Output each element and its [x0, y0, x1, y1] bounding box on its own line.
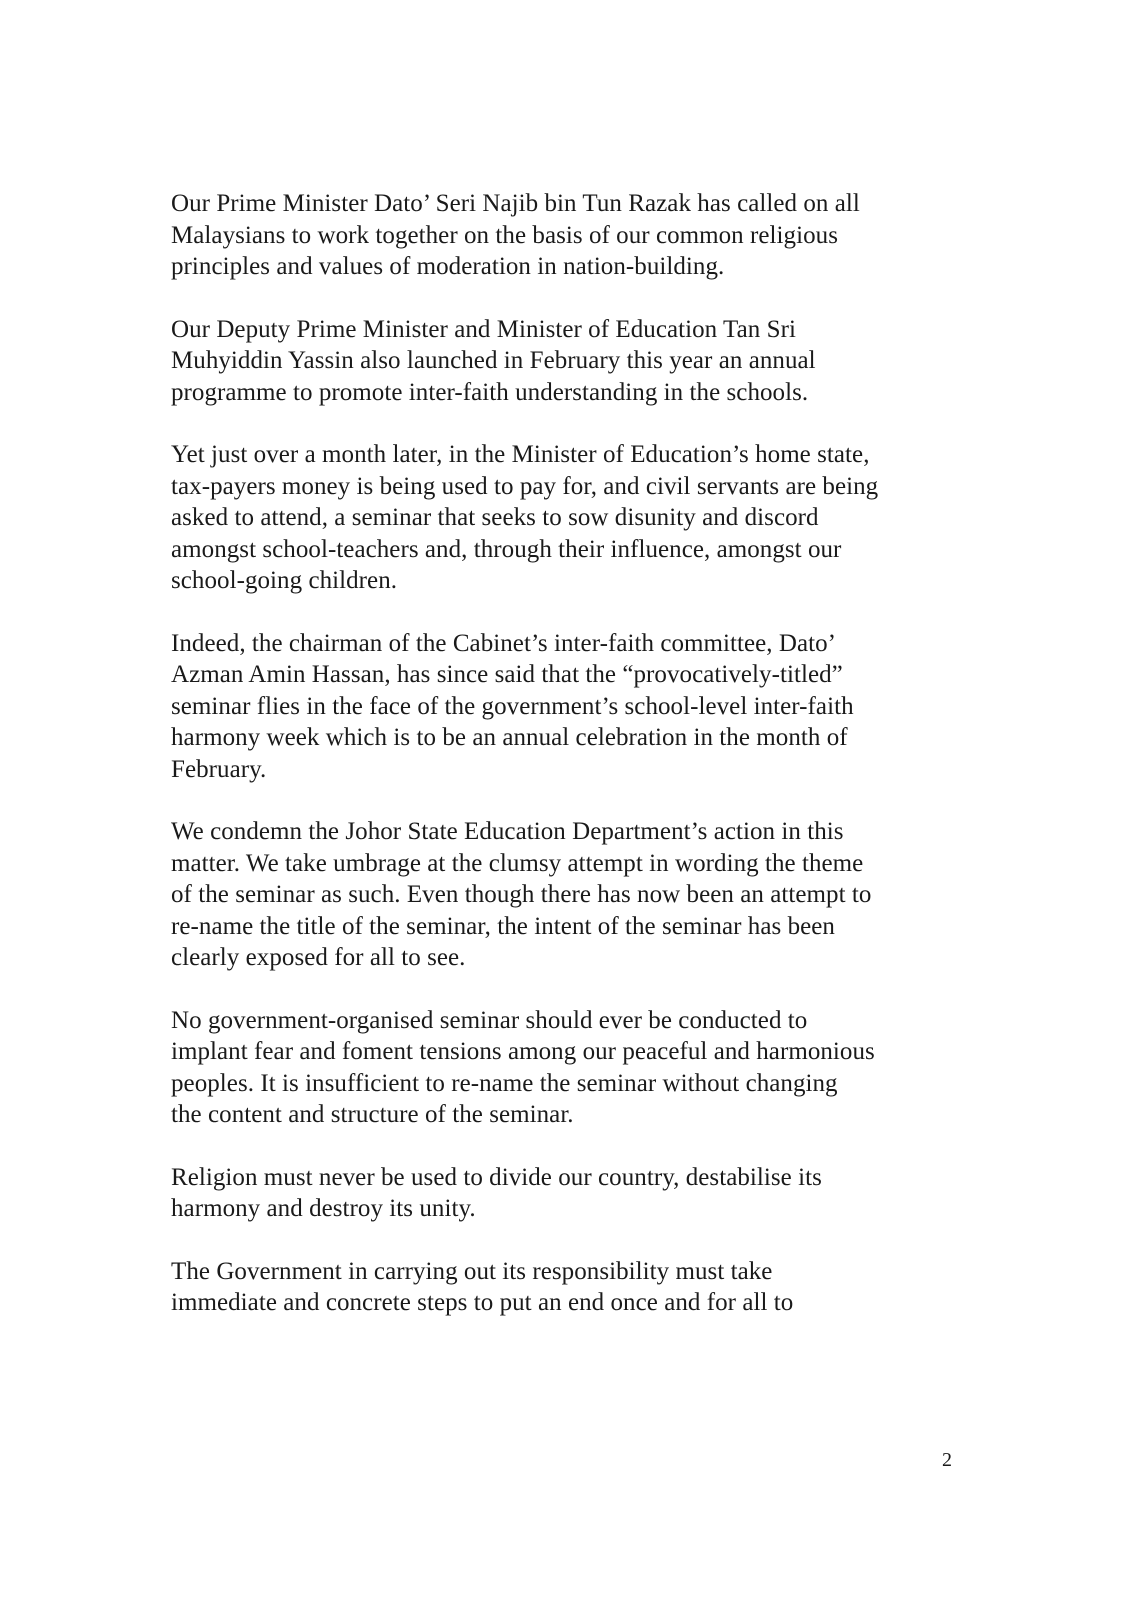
- text-line: February.: [171, 755, 267, 783]
- text-line: amongst school-teachers and, through their influence, amongst our: [171, 535, 842, 563]
- text-line: Malaysians to work together on the basis of our common religious: [171, 221, 838, 249]
- text-line: clearly exposed for all to see.: [171, 944, 466, 971]
- text-line: Our Prime Minister Dato’ Seri Najib bin Tun Razak has called on all: [171, 190, 860, 217]
- text-line: the content and structure of the seminar.: [171, 1101, 574, 1128]
- text-line: re-name the title of the seminar, the intent of the seminar has been: [171, 912, 835, 940]
- paragraph-7: [171, 1162, 961, 1225]
- text-line: Indeed, the chairman of the Cabinet’s inter-faith committee, Dato’: [171, 629, 837, 657]
- text-line: The Government in carrying out its responsibility must take: [171, 1257, 773, 1285]
- text-line: tax-payers money is being used to pay for, and civil servants are being: [171, 472, 879, 500]
- text-line: Religion must never be used to divide our country, destabilise its: [171, 1163, 822, 1191]
- text-line: school-going children.: [171, 567, 398, 594]
- document-body: [171, 188, 961, 1350]
- paragraph-1: [171, 188, 961, 283]
- text-line: programme to promote inter-faith understanding in the schools.: [171, 378, 809, 406]
- paragraph-8: [171, 1256, 961, 1319]
- text-line: matter. We take umbrage at the clumsy attempt in wording the theme: [171, 849, 864, 877]
- paragraph-2: [171, 314, 961, 409]
- paragraph-6: [171, 1005, 961, 1131]
- text-line: harmony and destroy its unity.: [171, 1195, 476, 1222]
- text-line: No government-organised seminar should ever be conducted to: [171, 1006, 808, 1034]
- text-line: Our Deputy Prime Minister and Minister of Education Tan Sri: [171, 315, 796, 343]
- text-line: Azman Amin Hassan, has since said that the “provocatively-titled”: [171, 661, 843, 688]
- text-line: implant fear and foment tensions among our peaceful and harmonious: [171, 1038, 875, 1065]
- text-line: We condemn the Johor State Education Department’s action in this: [171, 818, 844, 845]
- paragraph-5: [171, 816, 961, 974]
- text-line: peoples. It is insufficient to re-name the seminar without changing: [171, 1069, 838, 1097]
- text-line: principles and values of moderation in nation-building.: [171, 253, 725, 280]
- paragraph-3: [171, 439, 961, 597]
- page-number: 2: [942, 1449, 952, 1471]
- text-line: of the seminar as such. Even though there has now been an attempt to: [171, 881, 872, 908]
- text-line: Muhyiddin Yassin also launched in February this year an annual: [171, 347, 816, 374]
- text-line: seminar flies in the face of the government’s school-level inter-faith: [171, 692, 854, 720]
- text-line: Yet just over a month later, in the Minister of Education’s home state,: [171, 441, 870, 468]
- text-line: immediate and concrete steps to put an end once and for all to: [171, 1289, 794, 1316]
- text-line: harmony week which is to be an annual celebration in the month of: [171, 724, 848, 751]
- text-line: asked to attend, a seminar that seeks to sow disunity and discord: [171, 504, 819, 531]
- paragraph-4: [171, 628, 961, 786]
